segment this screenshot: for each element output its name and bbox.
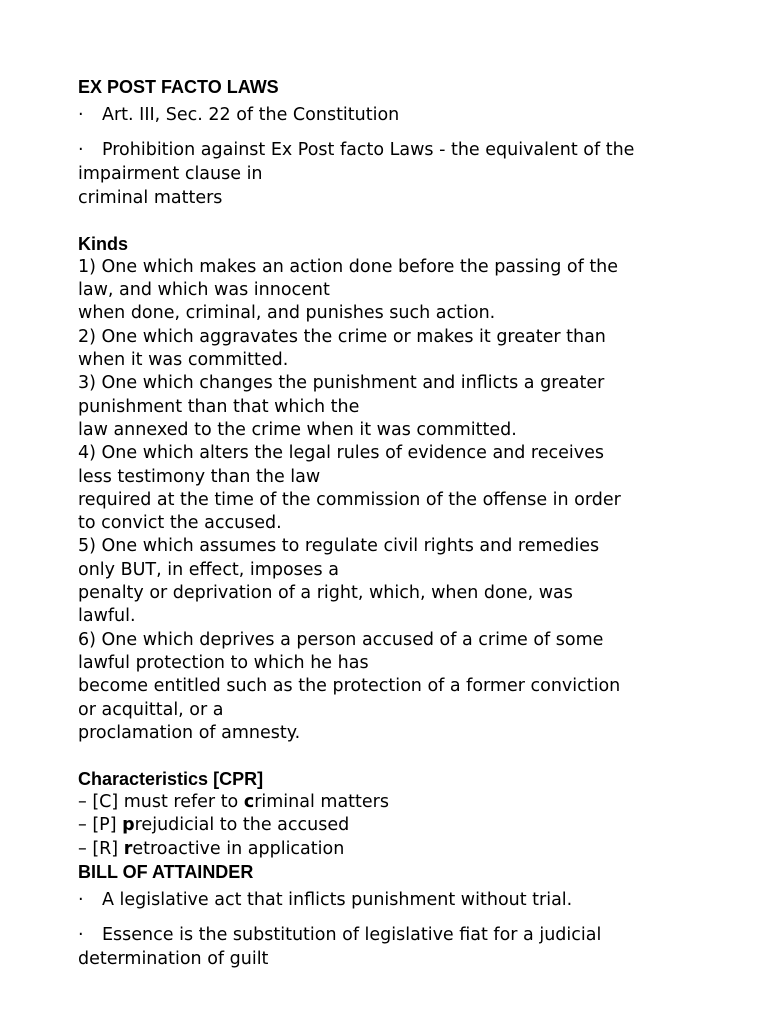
item-rest: riminal matters	[254, 792, 389, 813]
text-line: penalty or deprivation of a right, which, when done, was	[78, 583, 573, 604]
text-line: punishment than that which the	[78, 396, 360, 417]
kinds-list	[78, 256, 718, 745]
text-line: required at the time of the commission of the offense in order	[78, 489, 621, 510]
bullet-text: A legislative act that inflicts punishment without trial.	[102, 890, 573, 911]
characteristic-item	[78, 791, 718, 814]
text-line: 2) One which aggravates the crime or makes it greater than	[78, 326, 606, 347]
bullet-item	[78, 889, 718, 912]
bullet-dot: ·	[78, 890, 84, 911]
text-line: when done, criminal, and punishes such action.	[78, 303, 496, 324]
item-key-letter: r	[123, 838, 133, 859]
section-heading-ex-post-facto: EX POST FACTO LAWS	[78, 77, 279, 97]
text-line: to convict the accused.	[78, 513, 282, 534]
text-line: law annexed to the crime when it was committed.	[78, 419, 517, 440]
bullet-item	[78, 137, 718, 163]
item-prefix: – [R]	[78, 838, 124, 859]
text-line: 5) One which assumes to regulate civil rights and remedies	[78, 536, 600, 557]
text-line: 3) One which changes the punishment and inflicts a greater	[78, 373, 605, 394]
item-prefix: – [P]	[78, 815, 123, 836]
bullet-text: Prohibition against Ex Post facto Laws - the equivalent of the	[102, 140, 635, 161]
item-key-letter: c	[243, 792, 255, 813]
text-line: less testimony than the law	[78, 466, 321, 487]
item-rest: rejudicial to the accused	[134, 815, 350, 836]
text-line: only BUT, in effect, imposes a	[78, 559, 339, 580]
text-line: proclamation of amnesty.	[78, 722, 301, 743]
document-page	[78, 76, 718, 972]
bullet-dot: ·	[78, 105, 84, 125]
text-line: law, and which was innocent	[78, 280, 330, 301]
text-line: 4) One which alters the legal rules of evidence and receives	[78, 443, 604, 464]
item-rest: etroactive in application	[132, 838, 345, 859]
text-line: impairment clause in	[78, 164, 263, 185]
text-line: 6) One which deprives a person accused of a crime of some	[78, 629, 604, 650]
text-line: when it was committed.	[78, 350, 289, 371]
characteristic-item	[78, 814, 718, 837]
characteristic-item	[78, 838, 718, 861]
section-heading-bill-of-attainder: BILL OF ATTAINDER	[78, 862, 254, 883]
bullet-continuation	[78, 163, 718, 210]
bullet-item	[78, 104, 718, 127]
text-line: 1) One which makes an action done before the passing of the	[78, 256, 619, 277]
item-key-letter: p	[122, 815, 135, 836]
text-line: or acquittal, or a	[78, 699, 224, 720]
section-heading-kinds: Kinds	[78, 233, 129, 254]
bullet-item	[78, 922, 718, 948]
item-prefix: – [C] must refer to	[78, 792, 244, 813]
bullet-dot: ·	[78, 140, 84, 161]
bullet-text: Essence is the substitution of legislative fiat for a judicial	[102, 925, 602, 946]
text-line: criminal matters	[78, 187, 223, 208]
bullet-continuation	[78, 948, 718, 971]
section-heading-characteristics: Characteristics [CPR]	[78, 769, 264, 790]
characteristics-list	[78, 791, 718, 861]
text-line: become entitled such as the protection of a former conviction	[78, 676, 621, 697]
text-line: lawful.	[78, 606, 136, 627]
bullet-text: Art. III, Sec. 22 of the Constitution	[102, 105, 400, 125]
text-line: lawful protection to which he has	[78, 652, 369, 673]
text-line: determination of guilt	[78, 949, 269, 970]
bullet-dot: ·	[78, 925, 84, 946]
